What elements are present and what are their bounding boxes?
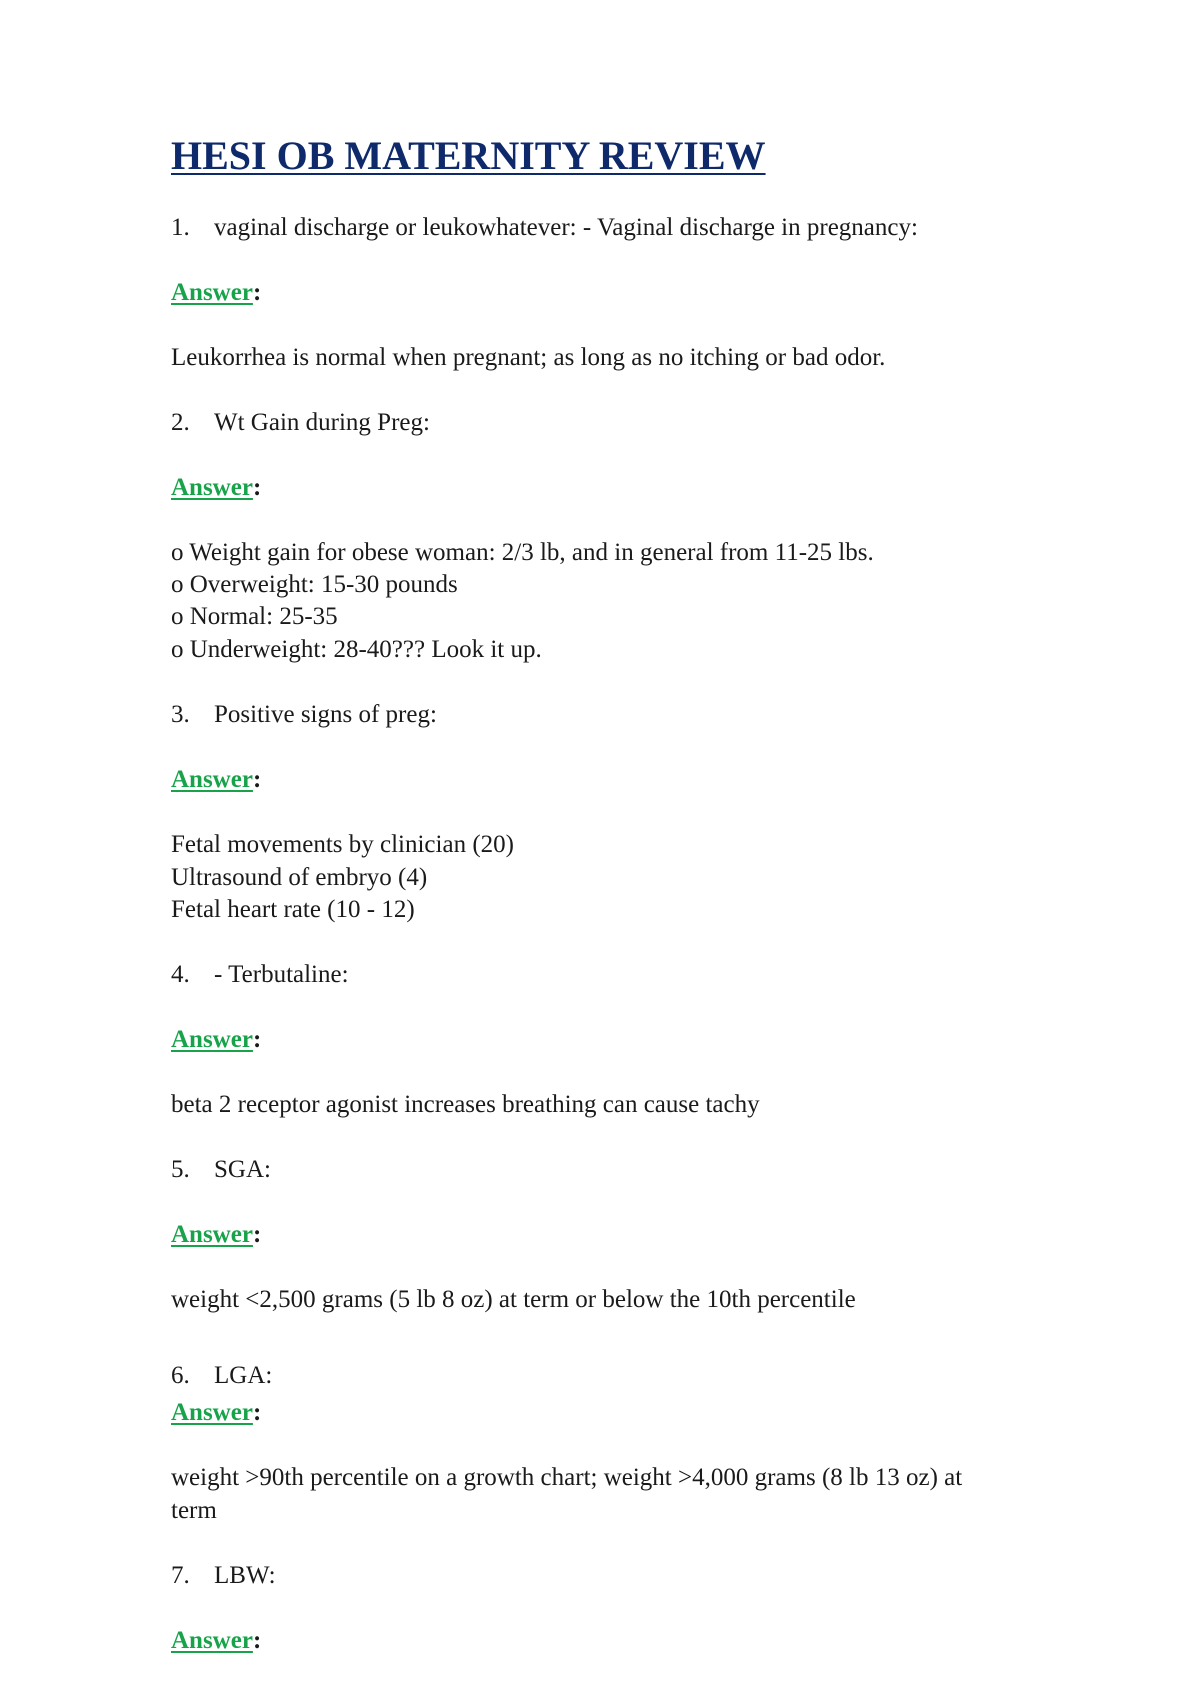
answer-text: weight <2,500 grams (5 lb 8 oz) at term or below the 10th percentile	[171, 1286, 856, 1313]
question-5	[171, 1154, 271, 1186]
question-number: 3.	[171, 701, 190, 728]
question-text: - Terbutaline:	[214, 961, 349, 988]
question-1	[171, 212, 918, 244]
question-text: LGA:	[214, 1362, 273, 1389]
answer-label-link[interactable]: Answer	[171, 1221, 253, 1248]
answer-label-link[interactable]: Answer	[171, 279, 253, 306]
answer-text: o Weight gain for obese woman: 2/3 lb, and in general from 11-25 lbs.	[171, 539, 874, 566]
question-4	[171, 959, 349, 991]
answer-text: Ultrasound of embryo (4)	[171, 864, 428, 891]
question-6	[171, 1360, 272, 1392]
answer-text: term	[171, 1497, 217, 1524]
document-title: HESI OB MATERNITY REVIEW	[171, 133, 766, 178]
question-number: 7.	[171, 1562, 190, 1589]
answer-text: o Underweight: 28-40??? Look it up.	[171, 636, 542, 663]
question-3	[171, 699, 437, 731]
question-text: Wt Gain during Preg:	[214, 409, 430, 436]
question-number: 6.	[171, 1362, 190, 1389]
question-text: Positive signs of preg:	[214, 701, 437, 728]
answer-text: o Overweight: 15-30 pounds	[171, 571, 458, 598]
answer-label-6: Answer:	[171, 1399, 262, 1426]
question-number: 2.	[171, 409, 190, 436]
question-text: LBW:	[214, 1562, 276, 1589]
answer-text: weight >90th percentile on a growth chart; weight >4,000 grams (8 lb 13 oz) at	[171, 1464, 963, 1491]
question-2	[171, 407, 430, 439]
answer-label-1: Answer:	[171, 279, 262, 306]
question-text: SGA:	[214, 1156, 271, 1183]
answer-text: Fetal movements by clinician (20)	[171, 831, 514, 858]
question-number: 5.	[171, 1156, 190, 1183]
question-text: vaginal discharge or leukowhatever: - Vaginal discharge in pregnancy:	[214, 214, 918, 241]
answer-label-5: Answer:	[171, 1221, 262, 1248]
question-number: 1.	[171, 214, 190, 241]
answer-text: Leukorrhea is normal when pregnant; as long as no itching or bad odor.	[171, 344, 886, 371]
answer-text: beta 2 receptor agonist increases breathing can cause tachy	[171, 1091, 760, 1118]
answer-label-4: Answer:	[171, 1026, 262, 1053]
answer-label-link[interactable]: Answer	[171, 1399, 253, 1426]
question-7	[171, 1560, 276, 1592]
answer-label-3: Answer:	[171, 766, 262, 793]
answer-text: Fetal heart rate (10 - 12)	[171, 896, 415, 923]
question-number: 4.	[171, 961, 190, 988]
answer-label-link[interactable]: Answer	[171, 1627, 253, 1654]
answer-label-2: Answer:	[171, 474, 262, 501]
answer-label-link[interactable]: Answer	[171, 1026, 253, 1053]
answer-text: o Normal: 25-35	[171, 603, 338, 630]
answer-label-7: Answer:	[171, 1627, 262, 1654]
answer-label-link[interactable]: Answer	[171, 474, 253, 501]
answer-label-link[interactable]: Answer	[171, 766, 253, 793]
